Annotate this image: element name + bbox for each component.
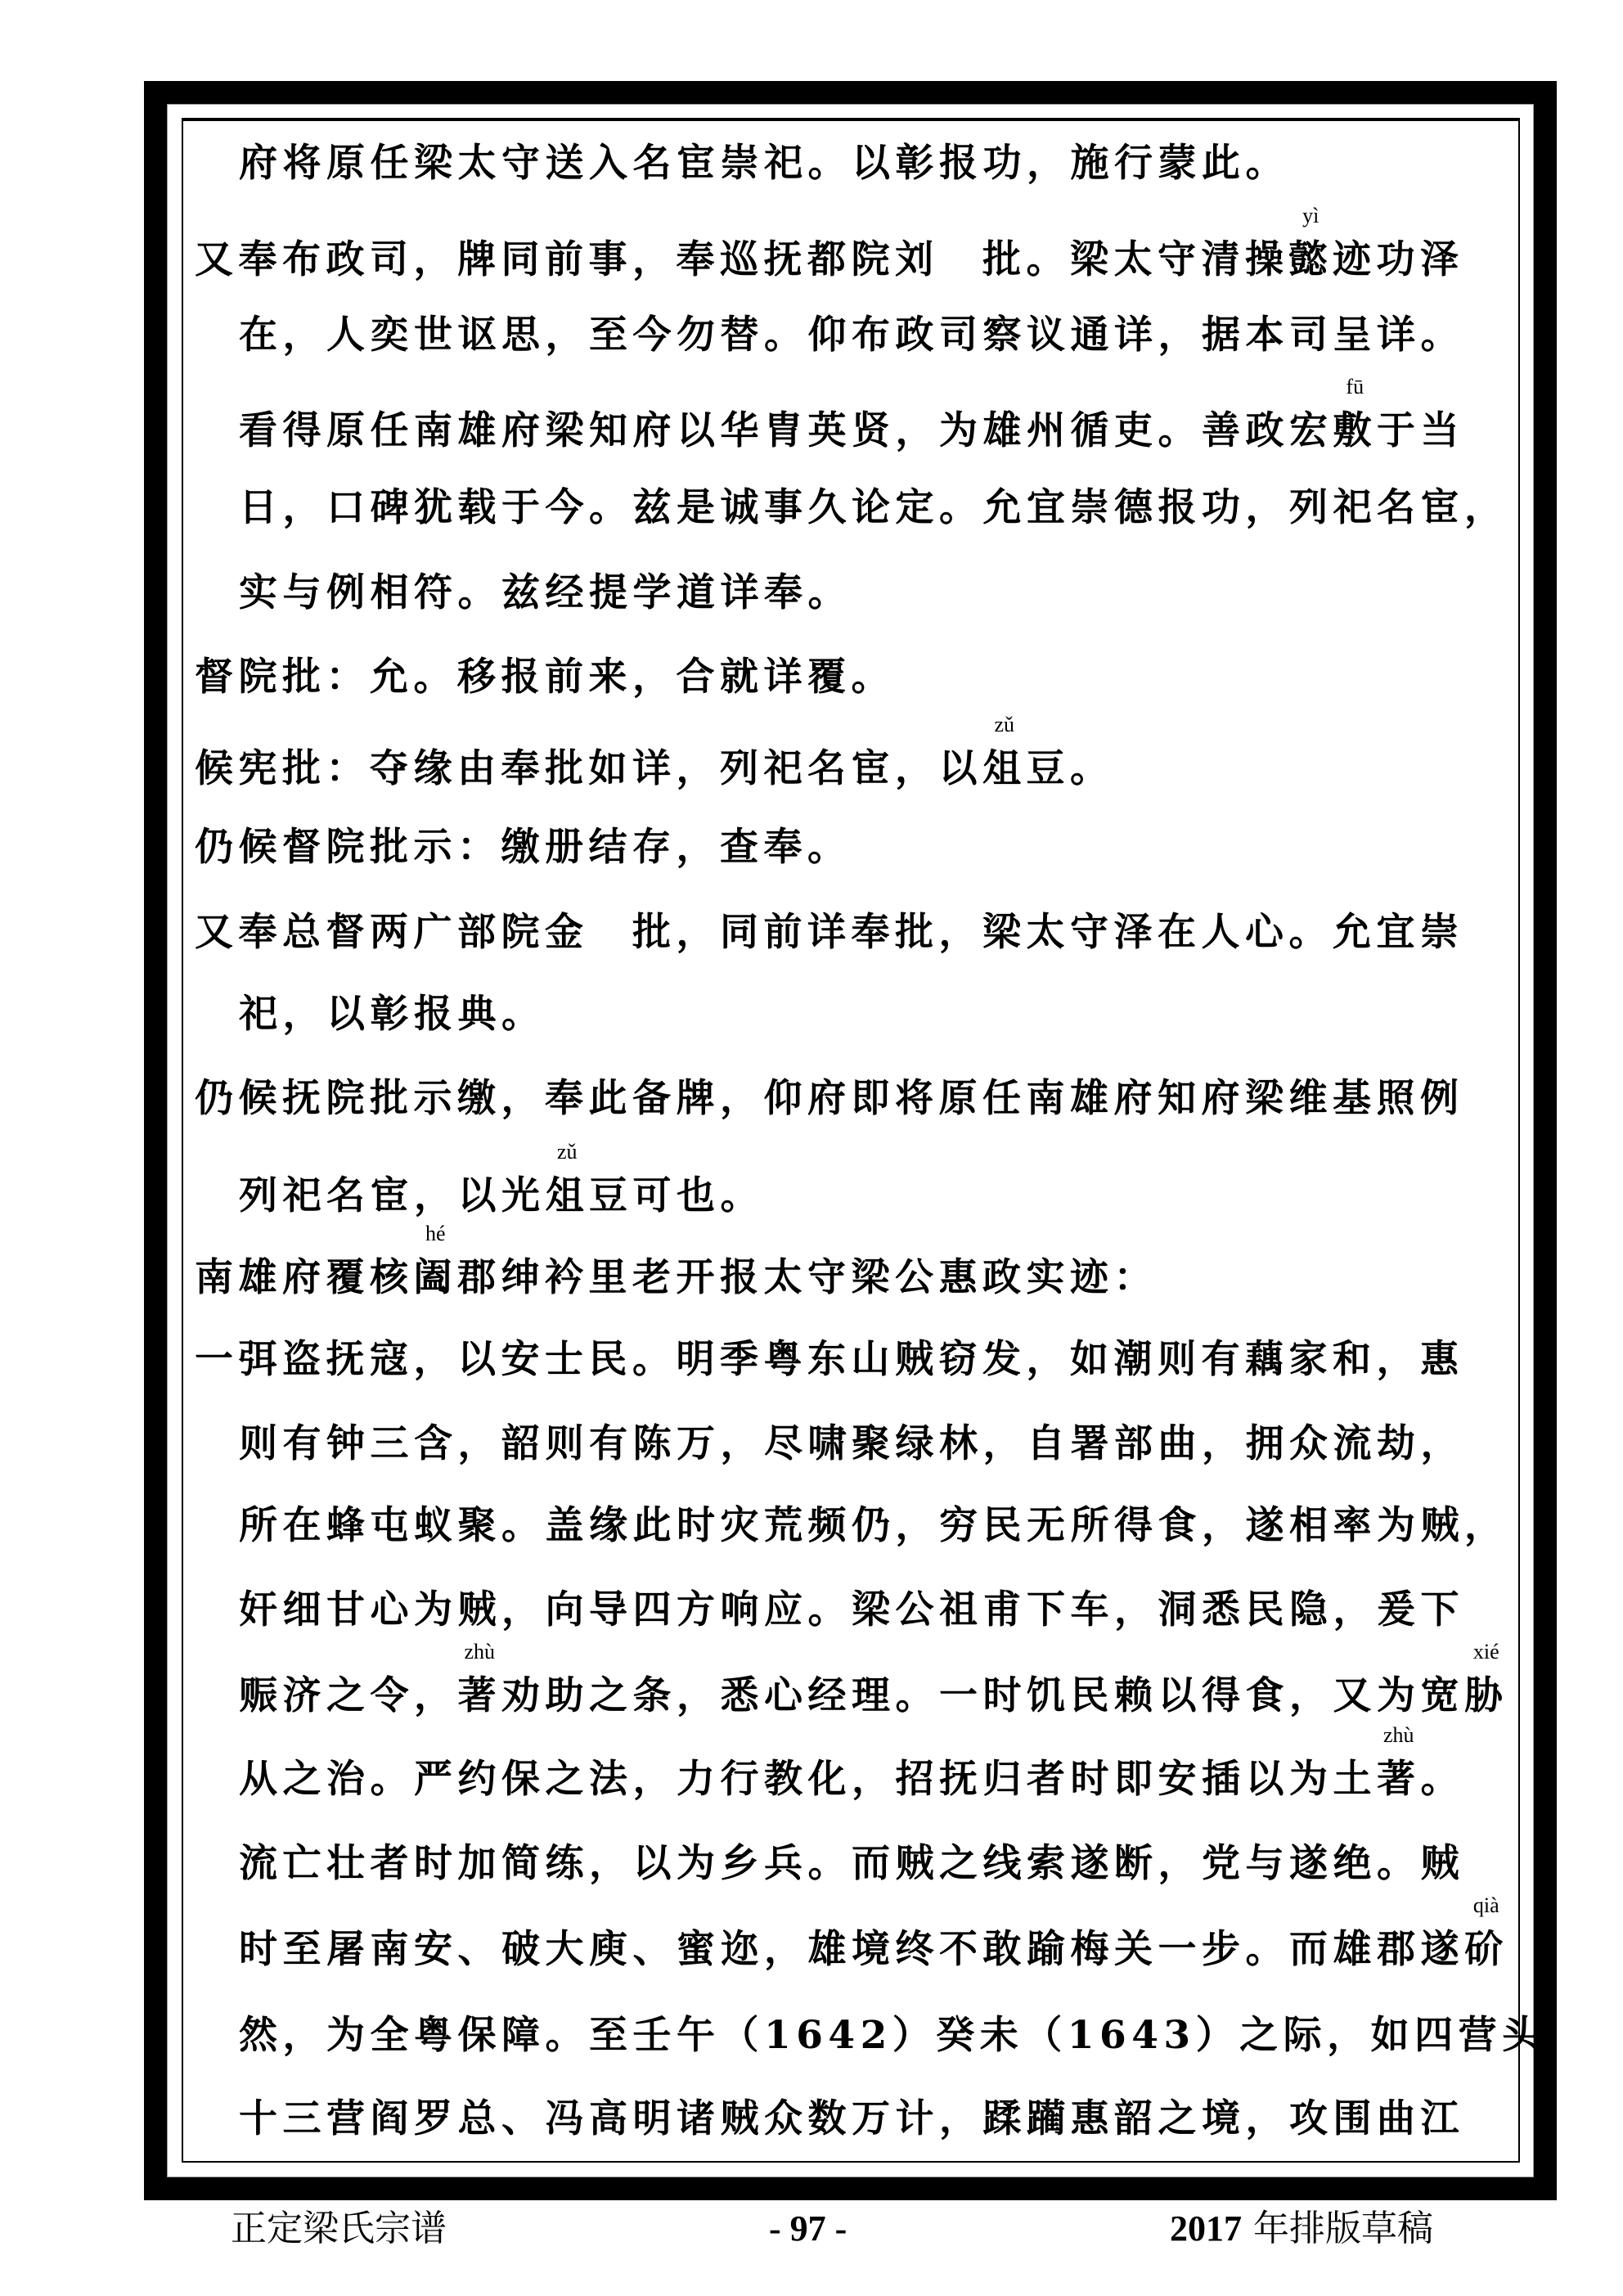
text-line: [239, 1420, 1464, 1469]
text-line: [239, 1723, 1464, 1804]
text-segment: 时至屠南安、破大庾、蜜迩，雄境终不敢踰梅关一步。而雄郡遂: [239, 1927, 1464, 1972]
text-segment: 流亡壮者时加简练，以为乡兵。而贼之线索遂断，党与遂绝。贼: [239, 1841, 1464, 1886]
character: 阖: [413, 1255, 457, 1300]
text-line: [195, 908, 1464, 957]
text-segment: 奸细甘心为贼，向导四方响应。梁公祖甫下车，洞悉民隐，爰下: [239, 1587, 1464, 1632]
pinyin-annotation: hé: [425, 1222, 446, 1245]
text-line: [239, 1893, 1508, 1974]
text-line: [239, 2095, 1464, 2144]
footer-draft-note: [1170, 2204, 1433, 2253]
annotated-character: [982, 713, 1027, 794]
footer-draft-label: 年排版草稿: [1242, 2208, 1433, 2249]
text-line: [239, 1640, 1508, 1721]
pinyin-annotation: zhù: [464, 1640, 496, 1663]
text-segment: 于当: [1377, 408, 1464, 453]
pinyin-annotation: zhù: [1382, 1723, 1414, 1747]
text-line: [195, 823, 852, 872]
text-line: [239, 2011, 1546, 2060]
text-segment: 实与例相符。兹经提学道详奉。: [239, 570, 852, 615]
annotated-character: [1464, 1640, 1508, 1721]
text-segment: 祀，以彰报典。: [239, 992, 546, 1037]
text-segment: 又奉总督两广部院金 批，同前详奉批，梁太守泽在人心。允宜崇: [195, 910, 1464, 955]
text-line: [239, 139, 1289, 188]
annotated-character: [1377, 1723, 1421, 1804]
annotated-character: [413, 1222, 458, 1303]
text-segment: 郡绅衿里老开报太守梁公惠政实迹：: [457, 1255, 1158, 1300]
footer-year: 2017: [1170, 2208, 1242, 2249]
text-segment: 看得原任南雄府梁知府以华胄英贤，为雄州循吏。善政宏: [239, 408, 1333, 453]
text-segment: 候宪批：夺缘由奉批如详，列祀名宦，以: [195, 746, 982, 791]
annotated-character: [1288, 204, 1333, 285]
character: 俎: [545, 1173, 589, 1218]
text-line: [195, 1074, 1464, 1123]
text-line: [239, 1586, 1464, 1635]
footer-book-title: 正定梁氏宗谱: [231, 2208, 447, 2249]
character: 著: [1377, 1757, 1421, 1802]
character: 胁: [1464, 1673, 1508, 1718]
annotated-character: [1333, 375, 1378, 456]
text-segment: 南雄府覆核: [195, 1255, 414, 1300]
text-line: [195, 1222, 1158, 1303]
text-line: [239, 569, 852, 618]
text-segment: 府将原任梁太守送入名宦崇祀。以彰报功，施行蒙此。: [239, 141, 1289, 186]
annotated-character: [457, 1640, 502, 1721]
text-segment: 一弭盗抚寇，以安士民。明季粤东山贼窃发，如潮则有藕家和，惠: [195, 1337, 1464, 1382]
text-segment: 仍候抚院批示缴，奉此备牌，仰府即将原任南雄府知府梁维基照例: [195, 1076, 1464, 1121]
character: 砎: [1464, 1927, 1508, 1972]
text-line: [195, 1335, 1464, 1384]
text-segment: 赈济之令，: [239, 1673, 458, 1718]
text-segment: 所在蜂屯蚁聚。盖缘此时灾荒频仍，穷民无所得食，遂相率为贼，: [239, 1503, 1508, 1548]
text-line: [239, 1140, 764, 1221]
text-segment: 豆。: [1026, 746, 1114, 791]
text-line: [195, 713, 1114, 794]
text-segment: 豆可也。: [589, 1173, 764, 1218]
text-segment: 。: [1420, 1757, 1464, 1802]
text-segment: 劝助之条，悉心经理。一时饥民赖以得食，又为宽: [501, 1673, 1464, 1718]
pinyin-annotation: zǔ: [994, 713, 1015, 736]
text-segment: 仍候督院批示：缴册结存，查奉。: [195, 825, 852, 870]
character: 敷: [1333, 408, 1377, 453]
text-segment: 列祀名宦，以光: [239, 1173, 546, 1218]
character: 俎: [982, 746, 1027, 791]
text-line: [195, 653, 895, 702]
text-segment: 又奉布政司，牌同前事，奉巡抚都院刘 批。梁太守清操: [195, 237, 1289, 282]
character: 著: [457, 1673, 501, 1718]
text-line: [239, 990, 546, 1039]
pinyin-annotation: yì: [1302, 204, 1320, 227]
pinyin-annotation: qià: [1472, 1893, 1499, 1917]
text-segment: 十三营阎罗总、冯高明诸贼众数万计，蹂躏惠韶之境，攻围曲江: [239, 2096, 1464, 2141]
text-segment: 则有钟三含，韶则有陈万，尽啸聚绿林，自署部曲，拥众流劫，: [239, 1421, 1464, 1466]
text-segment: 从之治。严约保之法，力行教化，招抚归者时即安插以为土: [239, 1757, 1377, 1802]
text-line: [239, 1839, 1464, 1889]
pinyin-annotation: zǔ: [556, 1140, 578, 1164]
text-line: [239, 1501, 1508, 1551]
pinyin-annotation: fū: [1346, 375, 1364, 398]
text-line: [239, 484, 1508, 533]
character: 懿: [1288, 237, 1333, 282]
text-segment: 督院批：允。移报前来，合就详覆。: [195, 655, 895, 700]
text-segment: 然，为全粤保障。至壬午（1642）癸未（1643）之际，如四营头: [239, 2013, 1546, 2058]
annotated-character: [545, 1140, 590, 1221]
text-line: [195, 204, 1464, 285]
text-line: [239, 311, 1464, 360]
pinyin-annotation: xié: [1472, 1640, 1499, 1663]
text-segment: 日，口碑犹载于今。兹是诚事久论定。允宜崇德报功，列祀名宦，: [239, 485, 1508, 530]
text-segment: 在，人奕世讴思，至今勿替。仰布政司察议通详，据本司呈详。: [239, 313, 1464, 358]
footer-page-number: - 97 -: [769, 2208, 847, 2249]
annotated-character: [1464, 1893, 1508, 1974]
text-line: [239, 375, 1464, 456]
text-segment: 迹功泽: [1333, 237, 1464, 282]
